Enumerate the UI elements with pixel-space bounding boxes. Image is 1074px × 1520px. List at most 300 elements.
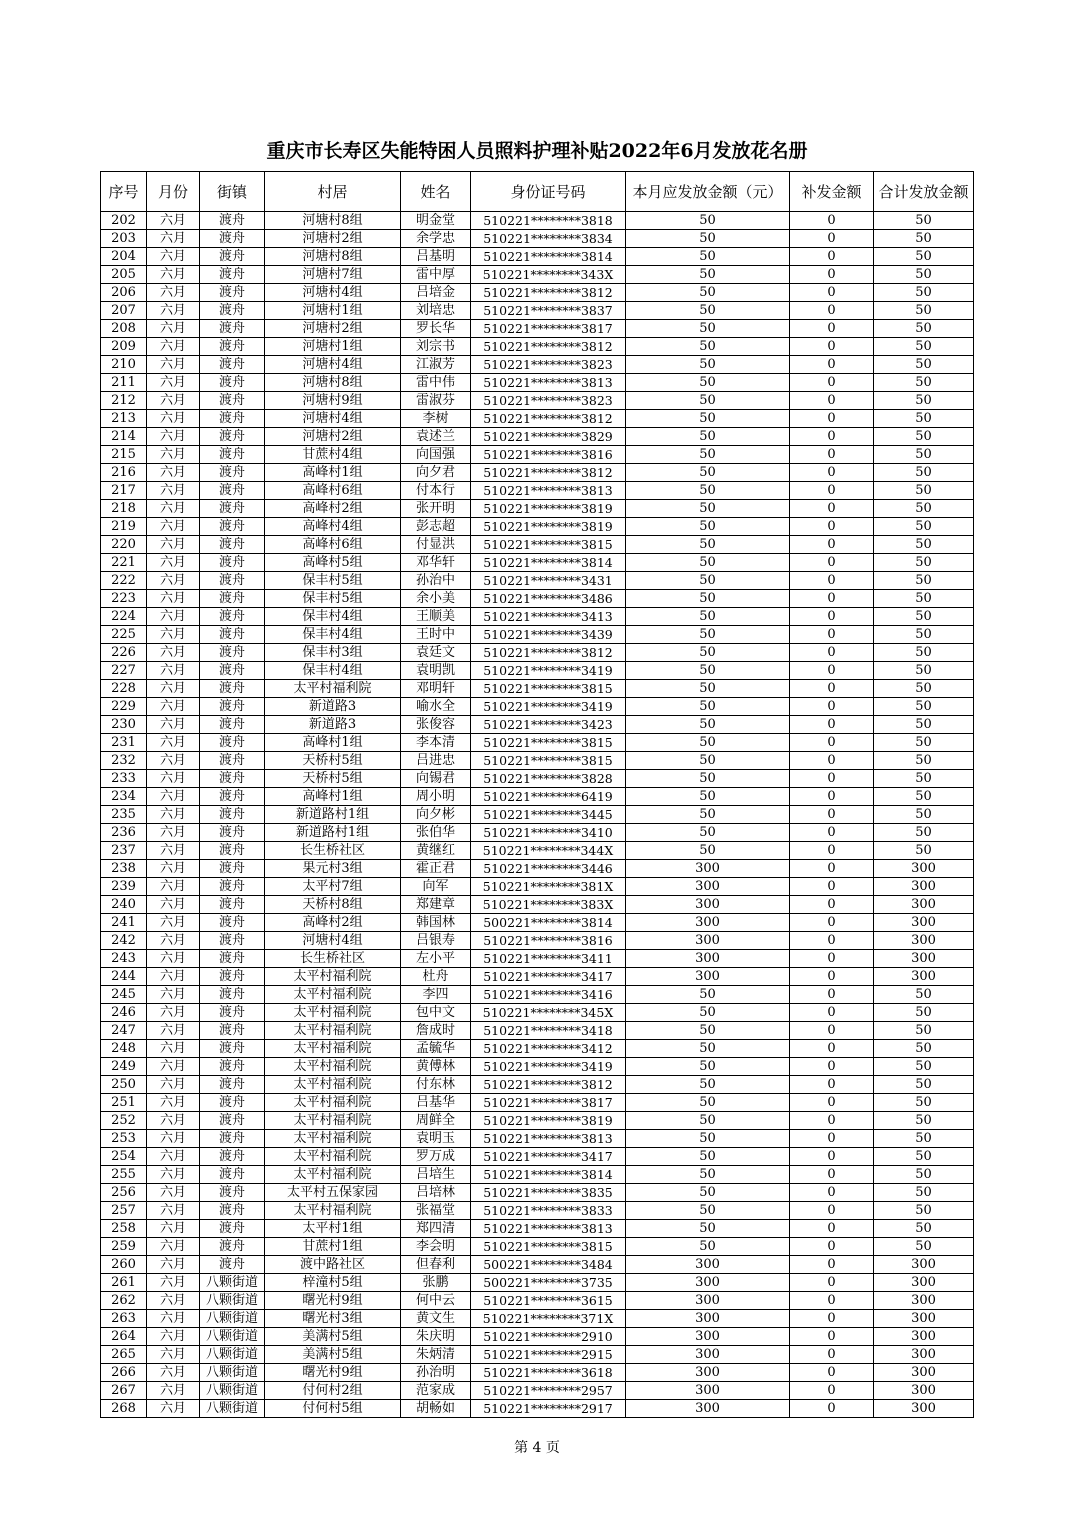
cell-supplement: 0 bbox=[790, 662, 874, 680]
cell-index: 221 bbox=[101, 554, 147, 572]
cell-monthly-amount: 300 bbox=[626, 914, 790, 932]
cell-month: 六月 bbox=[147, 914, 200, 932]
cell-town: 渡舟 bbox=[200, 410, 265, 428]
cell-total: 50 bbox=[874, 428, 974, 446]
cell-village: 保丰村4组 bbox=[265, 626, 401, 644]
cell-name: 李四 bbox=[401, 986, 471, 1004]
cell-id-number: 510221********3818 bbox=[471, 212, 626, 230]
cell-id-number: 510221********3410 bbox=[471, 824, 626, 842]
cell-monthly-amount: 50 bbox=[626, 518, 790, 536]
cell-village: 保丰村5组 bbox=[265, 590, 401, 608]
cell-name: 张开明 bbox=[401, 500, 471, 518]
cell-month: 六月 bbox=[147, 986, 200, 1004]
cell-town: 渡舟 bbox=[200, 392, 265, 410]
cell-index: 204 bbox=[101, 248, 147, 266]
header-cell-name: 姓名 bbox=[401, 172, 471, 212]
cell-monthly-amount: 50 bbox=[626, 536, 790, 554]
cell-name: 余小美 bbox=[401, 590, 471, 608]
cell-total: 50 bbox=[874, 986, 974, 1004]
cell-village: 高峰村6组 bbox=[265, 536, 401, 554]
cell-monthly-amount: 50 bbox=[626, 572, 790, 590]
cell-month: 六月 bbox=[147, 338, 200, 356]
cell-town: 渡舟 bbox=[200, 968, 265, 986]
cell-month: 六月 bbox=[147, 608, 200, 626]
table-row bbox=[101, 1382, 974, 1400]
cell-village: 太平村福利院 bbox=[265, 968, 401, 986]
cell-name: 雷中厚 bbox=[401, 266, 471, 284]
cell-month: 六月 bbox=[147, 878, 200, 896]
cell-index: 244 bbox=[101, 968, 147, 986]
cell-id-number: 510221********3812 bbox=[471, 644, 626, 662]
cell-monthly-amount: 50 bbox=[626, 824, 790, 842]
cell-monthly-amount: 50 bbox=[626, 1220, 790, 1238]
cell-name: 吕银寿 bbox=[401, 932, 471, 950]
cell-index: 243 bbox=[101, 950, 147, 968]
cell-village: 天桥村5组 bbox=[265, 752, 401, 770]
cell-village: 太平村福利院 bbox=[265, 1040, 401, 1058]
header-cell-total: 合计发放金额 bbox=[874, 172, 974, 212]
cell-month: 六月 bbox=[147, 1382, 200, 1400]
cell-name: 詹成时 bbox=[401, 1022, 471, 1040]
cell-town: 渡舟 bbox=[200, 950, 265, 968]
table-row bbox=[101, 1094, 974, 1112]
cell-index: 227 bbox=[101, 662, 147, 680]
cell-town: 渡舟 bbox=[200, 536, 265, 554]
cell-name: 黄傅林 bbox=[401, 1058, 471, 1076]
cell-supplement: 0 bbox=[790, 1310, 874, 1328]
cell-index: 250 bbox=[101, 1076, 147, 1094]
cell-total: 300 bbox=[874, 1400, 974, 1418]
cell-village: 高峰村1组 bbox=[265, 464, 401, 482]
cell-monthly-amount: 50 bbox=[626, 230, 790, 248]
cell-month: 六月 bbox=[147, 626, 200, 644]
cell-village: 河塘村8组 bbox=[265, 248, 401, 266]
cell-index: 228 bbox=[101, 680, 147, 698]
cell-supplement: 0 bbox=[790, 1040, 874, 1058]
cell-index: 257 bbox=[101, 1202, 147, 1220]
cell-total: 300 bbox=[874, 914, 974, 932]
cell-monthly-amount: 300 bbox=[626, 950, 790, 968]
cell-village: 高峰村6组 bbox=[265, 482, 401, 500]
cell-town: 八颗街道 bbox=[200, 1274, 265, 1292]
cell-name: 朱炳清 bbox=[401, 1346, 471, 1364]
cell-index: 252 bbox=[101, 1112, 147, 1130]
cell-total: 50 bbox=[874, 212, 974, 230]
cell-village: 河塘村9组 bbox=[265, 392, 401, 410]
table-row bbox=[101, 572, 974, 590]
cell-name: 袁明凯 bbox=[401, 662, 471, 680]
cell-monthly-amount: 50 bbox=[626, 1040, 790, 1058]
cell-town: 八颗街道 bbox=[200, 1346, 265, 1364]
cell-monthly-amount: 50 bbox=[626, 680, 790, 698]
cell-monthly-amount: 50 bbox=[626, 770, 790, 788]
cell-town: 渡舟 bbox=[200, 302, 265, 320]
cell-village: 太平村福利院 bbox=[265, 680, 401, 698]
cell-month: 六月 bbox=[147, 788, 200, 806]
cell-monthly-amount: 50 bbox=[626, 1076, 790, 1094]
cell-total: 300 bbox=[874, 1364, 974, 1382]
cell-monthly-amount: 50 bbox=[626, 1130, 790, 1148]
cell-index: 218 bbox=[101, 500, 147, 518]
cell-month: 六月 bbox=[147, 950, 200, 968]
cell-id-number: 510221********3618 bbox=[471, 1364, 626, 1382]
cell-total: 50 bbox=[874, 1058, 974, 1076]
cell-monthly-amount: 50 bbox=[626, 788, 790, 806]
cell-index: 247 bbox=[101, 1022, 147, 1040]
cell-total: 50 bbox=[874, 680, 974, 698]
header-cell-index: 序号 bbox=[101, 172, 147, 212]
cell-index: 240 bbox=[101, 896, 147, 914]
cell-index: 219 bbox=[101, 518, 147, 536]
cell-supplement: 0 bbox=[790, 1094, 874, 1112]
cell-town: 渡舟 bbox=[200, 212, 265, 230]
cell-index: 258 bbox=[101, 1220, 147, 1238]
cell-index: 233 bbox=[101, 770, 147, 788]
cell-town: 渡舟 bbox=[200, 716, 265, 734]
table-row bbox=[101, 1274, 974, 1292]
cell-total: 50 bbox=[874, 356, 974, 374]
cell-village: 太平村福利院 bbox=[265, 1166, 401, 1184]
table-row bbox=[101, 500, 974, 518]
cell-supplement: 0 bbox=[790, 896, 874, 914]
cell-town: 渡舟 bbox=[200, 1112, 265, 1130]
cell-monthly-amount: 50 bbox=[626, 806, 790, 824]
cell-total: 50 bbox=[874, 500, 974, 518]
cell-town: 渡舟 bbox=[200, 698, 265, 716]
cell-supplement: 0 bbox=[790, 968, 874, 986]
cell-id-number: 510221********3819 bbox=[471, 1112, 626, 1130]
cell-monthly-amount: 50 bbox=[626, 1166, 790, 1184]
cell-town: 渡舟 bbox=[200, 500, 265, 518]
table-row bbox=[101, 1310, 974, 1328]
cell-village: 太平村五保家园 bbox=[265, 1184, 401, 1202]
cell-name: 雷中伟 bbox=[401, 374, 471, 392]
cell-monthly-amount: 50 bbox=[626, 1112, 790, 1130]
cell-supplement: 0 bbox=[790, 1022, 874, 1040]
table-row bbox=[101, 734, 974, 752]
cell-month: 六月 bbox=[147, 1220, 200, 1238]
cell-village: 太平村福利院 bbox=[265, 1022, 401, 1040]
cell-supplement: 0 bbox=[790, 320, 874, 338]
cell-supplement: 0 bbox=[790, 1058, 874, 1076]
cell-index: 210 bbox=[101, 356, 147, 374]
cell-id-number: 510221********2957 bbox=[471, 1382, 626, 1400]
cell-supplement: 0 bbox=[790, 788, 874, 806]
cell-town: 八颗街道 bbox=[200, 1328, 265, 1346]
cell-supplement: 0 bbox=[790, 878, 874, 896]
cell-name: 杜舟 bbox=[401, 968, 471, 986]
cell-monthly-amount: 50 bbox=[626, 716, 790, 734]
cell-id-number: 510221********6419 bbox=[471, 788, 626, 806]
cell-supplement: 0 bbox=[790, 914, 874, 932]
cell-village: 梓潼村5组 bbox=[265, 1274, 401, 1292]
cell-village: 高峰村1组 bbox=[265, 734, 401, 752]
cell-id-number: 510221********3815 bbox=[471, 752, 626, 770]
cell-index: 208 bbox=[101, 320, 147, 338]
cell-name: 王时中 bbox=[401, 626, 471, 644]
cell-id-number: 510221********3814 bbox=[471, 1166, 626, 1184]
cell-monthly-amount: 50 bbox=[626, 842, 790, 860]
cell-village: 美满村5组 bbox=[265, 1346, 401, 1364]
cell-total: 50 bbox=[874, 698, 974, 716]
cell-town: 渡舟 bbox=[200, 860, 265, 878]
cell-monthly-amount: 50 bbox=[626, 446, 790, 464]
cell-index: 265 bbox=[101, 1346, 147, 1364]
cell-supplement: 0 bbox=[790, 698, 874, 716]
cell-month: 六月 bbox=[147, 1292, 200, 1310]
cell-total: 50 bbox=[874, 1094, 974, 1112]
cell-town: 渡舟 bbox=[200, 590, 265, 608]
cell-id-number: 510221********381X bbox=[471, 878, 626, 896]
cell-total: 50 bbox=[874, 770, 974, 788]
cell-monthly-amount: 300 bbox=[626, 1310, 790, 1328]
cell-name: 向锡君 bbox=[401, 770, 471, 788]
cell-month: 六月 bbox=[147, 752, 200, 770]
table-row bbox=[101, 428, 974, 446]
cell-monthly-amount: 300 bbox=[626, 878, 790, 896]
cell-town: 渡舟 bbox=[200, 1076, 265, 1094]
cell-supplement: 0 bbox=[790, 752, 874, 770]
cell-month: 六月 bbox=[147, 1184, 200, 1202]
cell-supplement: 0 bbox=[790, 338, 874, 356]
cell-index: 205 bbox=[101, 266, 147, 284]
cell-town: 渡舟 bbox=[200, 1094, 265, 1112]
table-row bbox=[101, 1220, 974, 1238]
cell-village: 曙光村9组 bbox=[265, 1292, 401, 1310]
cell-name: 何中云 bbox=[401, 1292, 471, 1310]
cell-town: 渡舟 bbox=[200, 626, 265, 644]
cell-town: 八颗街道 bbox=[200, 1310, 265, 1328]
cell-total: 50 bbox=[874, 302, 974, 320]
cell-index: 238 bbox=[101, 860, 147, 878]
cell-village: 保丰村3组 bbox=[265, 644, 401, 662]
table-row bbox=[101, 608, 974, 626]
table-row bbox=[101, 1256, 974, 1274]
cell-town: 渡舟 bbox=[200, 1058, 265, 1076]
cell-town: 八颗街道 bbox=[200, 1364, 265, 1382]
cell-index: 232 bbox=[101, 752, 147, 770]
cell-village: 河塘村4组 bbox=[265, 932, 401, 950]
cell-total: 50 bbox=[874, 806, 974, 824]
cell-monthly-amount: 50 bbox=[626, 212, 790, 230]
cell-id-number: 510221********3817 bbox=[471, 1094, 626, 1112]
cell-month: 六月 bbox=[147, 302, 200, 320]
cell-village: 河塘村4组 bbox=[265, 356, 401, 374]
cell-monthly-amount: 50 bbox=[626, 1004, 790, 1022]
cell-month: 六月 bbox=[147, 1004, 200, 1022]
cell-town: 渡舟 bbox=[200, 680, 265, 698]
table-row bbox=[101, 1022, 974, 1040]
table-row bbox=[101, 518, 974, 536]
cell-town: 渡舟 bbox=[200, 1130, 265, 1148]
cell-id-number: 510221********345X bbox=[471, 1004, 626, 1022]
cell-total: 50 bbox=[874, 284, 974, 302]
page-number: 第 4 页 bbox=[514, 1440, 560, 1456]
cell-index: 254 bbox=[101, 1148, 147, 1166]
cell-town: 渡舟 bbox=[200, 1202, 265, 1220]
cell-index: 226 bbox=[101, 644, 147, 662]
cell-supplement: 0 bbox=[790, 1148, 874, 1166]
cell-supplement: 0 bbox=[790, 806, 874, 824]
cell-name: 吕培生 bbox=[401, 1166, 471, 1184]
cell-village: 甘蔗村4组 bbox=[265, 446, 401, 464]
cell-month: 六月 bbox=[147, 356, 200, 374]
cell-village: 太平村福利院 bbox=[265, 1004, 401, 1022]
cell-supplement: 0 bbox=[790, 608, 874, 626]
table-row bbox=[101, 644, 974, 662]
table-header-row bbox=[101, 172, 974, 212]
cell-index: 246 bbox=[101, 1004, 147, 1022]
table-row bbox=[101, 896, 974, 914]
cell-supplement: 0 bbox=[790, 1364, 874, 1382]
cell-total: 50 bbox=[874, 572, 974, 590]
cell-monthly-amount: 50 bbox=[626, 1148, 790, 1166]
cell-town: 渡舟 bbox=[200, 896, 265, 914]
cell-month: 六月 bbox=[147, 1094, 200, 1112]
cell-index: 230 bbox=[101, 716, 147, 734]
table-row bbox=[101, 806, 974, 824]
cell-id-number: 510221********3419 bbox=[471, 698, 626, 716]
cell-total: 50 bbox=[874, 1184, 974, 1202]
cell-total: 50 bbox=[874, 248, 974, 266]
cell-id-number: 500221********3814 bbox=[471, 914, 626, 932]
table-row bbox=[101, 716, 974, 734]
cell-name: 向国强 bbox=[401, 446, 471, 464]
cell-town: 八颗街道 bbox=[200, 1292, 265, 1310]
cell-village: 美满村5组 bbox=[265, 1328, 401, 1346]
cell-village: 河塘村8组 bbox=[265, 374, 401, 392]
cell-month: 六月 bbox=[147, 896, 200, 914]
cell-town: 渡舟 bbox=[200, 1238, 265, 1256]
cell-month: 六月 bbox=[147, 1166, 200, 1184]
cell-total: 50 bbox=[874, 1148, 974, 1166]
cell-supplement: 0 bbox=[790, 212, 874, 230]
cell-village: 高峰村2组 bbox=[265, 500, 401, 518]
cell-name: 王顺美 bbox=[401, 608, 471, 626]
cell-village: 高峰村1组 bbox=[265, 788, 401, 806]
cell-total: 50 bbox=[874, 392, 974, 410]
cell-index: 209 bbox=[101, 338, 147, 356]
cell-id-number: 510221********3813 bbox=[471, 482, 626, 500]
cell-supplement: 0 bbox=[790, 284, 874, 302]
cell-town: 渡舟 bbox=[200, 554, 265, 572]
cell-supplement: 0 bbox=[790, 1346, 874, 1364]
cell-total: 300 bbox=[874, 860, 974, 878]
cell-id-number: 510221********3828 bbox=[471, 770, 626, 788]
table-row bbox=[101, 1328, 974, 1346]
cell-id-number: 510221********344X bbox=[471, 842, 626, 860]
cell-index: 203 bbox=[101, 230, 147, 248]
cell-id-number: 510221********3417 bbox=[471, 1148, 626, 1166]
cell-village: 河塘村8组 bbox=[265, 212, 401, 230]
cell-month: 六月 bbox=[147, 806, 200, 824]
cell-index: 236 bbox=[101, 824, 147, 842]
cell-village: 河塘村1组 bbox=[265, 338, 401, 356]
cell-index: 249 bbox=[101, 1058, 147, 1076]
cell-total: 300 bbox=[874, 1346, 974, 1364]
cell-monthly-amount: 50 bbox=[626, 266, 790, 284]
table-row bbox=[101, 464, 974, 482]
cell-name: 向夕君 bbox=[401, 464, 471, 482]
cell-total: 50 bbox=[874, 842, 974, 860]
cell-name: 余学忠 bbox=[401, 230, 471, 248]
table-row bbox=[101, 968, 974, 986]
cell-name: 付东林 bbox=[401, 1076, 471, 1094]
cell-monthly-amount: 50 bbox=[626, 1238, 790, 1256]
cell-monthly-amount: 300 bbox=[626, 1364, 790, 1382]
cell-supplement: 0 bbox=[790, 1328, 874, 1346]
cell-town: 渡舟 bbox=[200, 284, 265, 302]
cell-monthly-amount: 300 bbox=[626, 1292, 790, 1310]
cell-name: 邓华轩 bbox=[401, 554, 471, 572]
cell-id-number: 510221********383X bbox=[471, 896, 626, 914]
cell-town: 渡舟 bbox=[200, 788, 265, 806]
cell-village: 曙光村9组 bbox=[265, 1364, 401, 1382]
cell-id-number: 510221********2915 bbox=[471, 1346, 626, 1364]
cell-id-number: 510221********3823 bbox=[471, 392, 626, 410]
cell-id-number: 510221********3817 bbox=[471, 320, 626, 338]
cell-town: 渡舟 bbox=[200, 644, 265, 662]
header-cell-village: 村居 bbox=[265, 172, 401, 212]
cell-town: 渡舟 bbox=[200, 734, 265, 752]
cell-name: 孙治明 bbox=[401, 1364, 471, 1382]
cell-index: 225 bbox=[101, 626, 147, 644]
cell-town: 渡舟 bbox=[200, 446, 265, 464]
cell-id-number: 510221********3419 bbox=[471, 662, 626, 680]
table-row bbox=[101, 662, 974, 680]
table-row bbox=[101, 1076, 974, 1094]
cell-supplement: 0 bbox=[790, 986, 874, 1004]
cell-monthly-amount: 300 bbox=[626, 1382, 790, 1400]
cell-id-number: 510221********3486 bbox=[471, 590, 626, 608]
cell-month: 六月 bbox=[147, 1058, 200, 1076]
table-row bbox=[101, 914, 974, 932]
table-row bbox=[101, 212, 974, 230]
cell-name: 霍正君 bbox=[401, 860, 471, 878]
cell-id-number: 510221********3439 bbox=[471, 626, 626, 644]
cell-index: 263 bbox=[101, 1310, 147, 1328]
cell-id-number: 510221********3417 bbox=[471, 968, 626, 986]
cell-supplement: 0 bbox=[790, 950, 874, 968]
table-row bbox=[101, 554, 974, 572]
cell-village: 太平村7组 bbox=[265, 878, 401, 896]
cell-id-number: 510221********3419 bbox=[471, 1058, 626, 1076]
cell-month: 六月 bbox=[147, 1238, 200, 1256]
cell-id-number: 510221********3431 bbox=[471, 572, 626, 590]
cell-month: 六月 bbox=[147, 1274, 200, 1292]
cell-village: 新道路村1组 bbox=[265, 824, 401, 842]
cell-village: 太平村福利院 bbox=[265, 1094, 401, 1112]
cell-supplement: 0 bbox=[790, 500, 874, 518]
cell-id-number: 510221********3815 bbox=[471, 536, 626, 554]
cell-village: 保丰村5组 bbox=[265, 572, 401, 590]
table-row bbox=[101, 1148, 974, 1166]
cell-total: 300 bbox=[874, 950, 974, 968]
cell-total: 50 bbox=[874, 644, 974, 662]
cell-supplement: 0 bbox=[790, 482, 874, 500]
cell-id-number: 510221********3833 bbox=[471, 1202, 626, 1220]
cell-month: 六月 bbox=[147, 554, 200, 572]
cell-village: 付何村2组 bbox=[265, 1382, 401, 1400]
cell-village: 果元村3组 bbox=[265, 860, 401, 878]
cell-month: 六月 bbox=[147, 698, 200, 716]
cell-town: 渡舟 bbox=[200, 374, 265, 392]
cell-supplement: 0 bbox=[790, 302, 874, 320]
cell-supplement: 0 bbox=[790, 1382, 874, 1400]
cell-total: 50 bbox=[874, 1022, 974, 1040]
cell-town: 渡舟 bbox=[200, 338, 265, 356]
cell-name: 孙治中 bbox=[401, 572, 471, 590]
